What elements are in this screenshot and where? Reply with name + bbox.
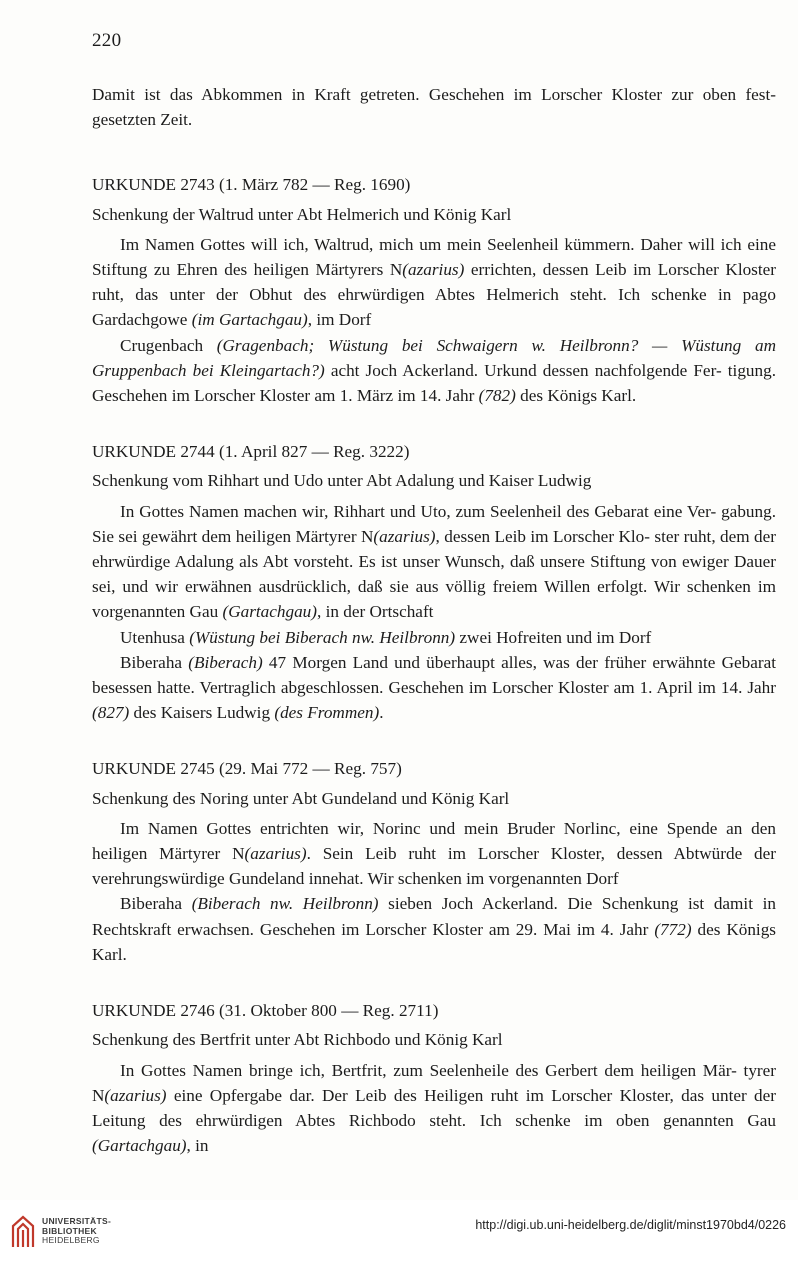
paragraph: Im Namen Gottes entrichten wir, Norinc und mein Bruder Norlinc, eine Spende an den heiligen Märtyrer N(azarius). Sein Leib ruht im Lorscher Kloster, dessen Abtwürde der verehrungswürdige Gundeland innehat. Wir schenken im vorgenannten Dorf [92, 818, 776, 889]
document-title: Schenkung der Waltrud unter Abt Helmerich und König Karl [92, 204, 512, 224]
library-name-line: BIBLIOTHEK [42, 1225, 97, 1236]
footer-bar [0, 1200, 798, 1264]
document-2745 [92, 756, 776, 967]
page-content [92, 82, 776, 1158]
document-2744 [92, 439, 776, 725]
document-2746 [92, 998, 776, 1158]
paragraph: Crugenbach (Gragenbach; Wüstung bei Schwaigern w. Heilbronn? — Wüstung am Gruppenbach bei Kleingartach?) acht Joch Ackerland. Urkund dessen nachfolgende Fer- tigung. Geschehen im Lorscher Kloster am 1. März im 14. Jahr (782) des Königs Karl. [92, 335, 776, 406]
library-name[interactable] [42, 1217, 111, 1246]
library-name-line: HEIDELBERG [42, 1235, 100, 1245]
document-heading: URKUNDE 2746 (31. Oktober 800 — Reg. 2711) [92, 1001, 439, 1021]
document-title: Schenkung des Noring unter Abt Gundeland und König Karl [92, 788, 510, 808]
page-number: 220 [92, 30, 122, 51]
document-title: Schenkung des Bertfrit unter Abt Richbodo und König Karl [92, 1030, 503, 1050]
paragraph: Biberaha (Biberach) 47 Morgen Land und überhaupt alles, was der früher erwähnte Gebarat besessen hatte. Vertraglich abgeschlossen. Geschehen im Lorscher Kloster am 1. April im 14. Jahr (827) des Kaisers Ludwig (des Frommen). [92, 652, 776, 723]
paragraph: Utenhusa (Wüstung bei Biberach nw. Heilbronn) zwei Hofreiten und im Dorf [120, 627, 652, 647]
library-name-line: UNIVERSITÄTS- [42, 1216, 112, 1226]
intro-paragraph: Damit ist das Abkommen in Kraft getreten. Geschehen im Lorscher Kloster zur oben fest- gesetzten Zeit. [92, 85, 776, 130]
paragraph: Biberaha (Biberach nw. Heilbronn) sieben Joch Ackerland. Die Schenkung ist damit in Rechtskraft erwachsen. Geschehen im Lorscher Kloster am 29. Mai im 4. Jahr (772) des Königs Karl. [92, 894, 776, 964]
document-heading: URKUNDE 2743 (1. März 782 — Reg. 1690) [92, 175, 411, 195]
university-library-logo-icon[interactable] [10, 1214, 36, 1250]
paragraph: Im Namen Gottes will ich, Waltrud, mich um mein Seelenheil kümmern. Daher will ich eine Stiftung zu Ehren des heiligen Märtyrers N(azarius) errichten, dessen Leib im Lorscher Kloster ruht, das unter der Obhut des ehrwürdigen Abtes Helmerich steht. Ich schenke in pago Gardachgowe (im Gartachgau), im Dorf [92, 234, 776, 330]
document-heading: URKUNDE 2744 (1. April 827 — Reg. 3222) [92, 442, 410, 462]
paragraph: In Gottes Namen machen wir, Rihhart und Uto, zum Seelenheil des Gebarat eine Ver- gabung. Sie sei gewährt dem heiligen Märtyrer N(azarius), dessen Leib im Lorscher Klo- ster ruht, dem der ehrwürdige Adalung als Abt vorsteht. Es ist unser Wunsch, daß unsere Stiftung von ewiger Dauer sei, und wir erwähnen ausdrücklich, daß sie aus völlig freiem Willen erfolgt. Wir schenken im vorgenannten Gau (Gartachgau), in der Ortschaft [92, 501, 777, 622]
document-2743 [92, 172, 776, 408]
document-title: Schenkung vom Rihhart und Udo unter Abt Adalung und Kaiser Ludwig [92, 471, 592, 491]
permalink-url[interactable]: http://digi.ub.uni-heidelberg.de/diglit/minst1970bd4/0226 [475, 1218, 786, 1232]
paragraph: In Gottes Namen bringe ich, Bertfrit, zum Seelenheile des Gerbert dem heiligen Mär- tyrer N(azarius) eine Opfergabe dar. Der Leib des Heiligen ruht im Lorscher Kloster, das unter der Leitung des ehrwürdigen Abtes Richbodo steht. Ich schenke im oben genannten Gau (Gartachgau), in [92, 1060, 776, 1156]
document-heading: URKUNDE 2745 (29. Mai 772 — Reg. 757) [92, 759, 402, 779]
